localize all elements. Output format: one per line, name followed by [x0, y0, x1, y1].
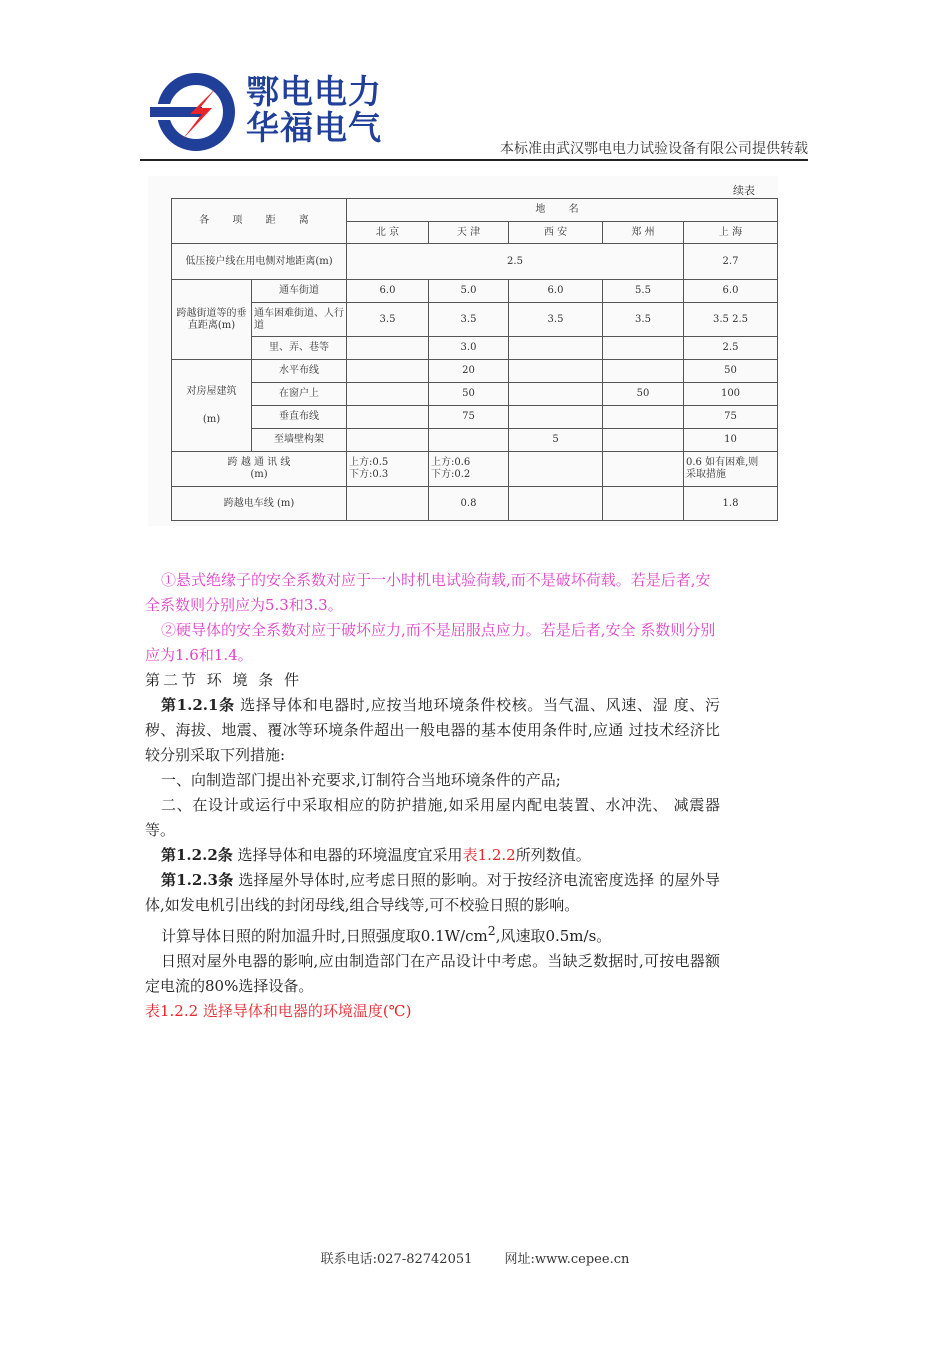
table-cell	[347, 429, 429, 452]
paragraph-sun: 日照对屋外电器的影响,应由制造部门在产品设计中考虑。当缺乏数据时,可按电器额定电流的80%选择设备。	[145, 952, 720, 995]
table-cell: 5.0	[429, 280, 509, 303]
note-2: ②硬导体的安全系数对应于破坏应力,而不是屈服点应力。若是后者,安全 系数则分别应为1.6和1.4。	[145, 621, 716, 664]
city-tianjin: 天 津	[429, 222, 509, 244]
row-sublabel: 至墙壁构架	[252, 429, 347, 452]
footer-website: 网址:www.cepee.cn	[504, 1252, 630, 1267]
table-cell: 5.5	[603, 280, 684, 303]
table-cell	[509, 406, 603, 429]
distance-table-region	[148, 176, 778, 526]
row-label: 跨 越 通 讯 线 (m)	[172, 452, 347, 487]
table-cell: 50	[684, 360, 778, 383]
note-1: ①悬式绝缘子的安全系数对应于一小时机电试验荷载,而不是破坏荷载。若是后者,安全系数则分别应为5.3和3.3。	[145, 571, 711, 614]
table-cell: 50	[429, 383, 509, 406]
header-note: 本标准由武汉鄂电电力试验设备有限公司提供转载	[500, 141, 808, 157]
table-cell: 100	[684, 383, 778, 406]
page-footer	[0, 1248, 950, 1267]
table-cell	[603, 487, 684, 521]
table-cell	[603, 452, 684, 487]
paragraph-calc: 计算导体日照的附加温升时,日照强度取$0.1W/cm^2$,风速取0.5m/s。	[161, 923, 612, 945]
section-title: 第二节 环 境 条 件	[145, 671, 303, 689]
table-cell: 0.6 如有困难,则 采取措施	[684, 452, 778, 487]
row-label: 跨越电车线 (m)	[172, 487, 347, 521]
table-cell: 3.5 2.5	[684, 303, 778, 337]
city-shanghai: 上 海	[684, 222, 778, 244]
page-header	[140, 68, 808, 162]
article-1-2-1: 第1.2.1条 选择导体和电器时,应按当地环境条件校核。当气温、风速、湿 度、污秽、海拔、地震、覆冰等环境条件超出一般电器的基本使用条件时,应通 过技术经济比较分别采取下列措施:	[145, 696, 720, 764]
company-logo-icon	[146, 68, 246, 156]
table-cell: 6.0	[684, 280, 778, 303]
table-cell: 50	[603, 383, 684, 406]
table-cell	[603, 406, 684, 429]
table-notes	[145, 568, 720, 668]
table-cell	[347, 406, 429, 429]
city-xian: 西 安	[509, 222, 603, 244]
table-cell: 1.8	[684, 487, 778, 521]
table-cell: 75	[429, 406, 509, 429]
table-cell	[509, 360, 603, 383]
table-cell: 75	[684, 406, 778, 429]
table-cell	[509, 337, 603, 360]
table-cell: 3.5	[429, 303, 509, 337]
table-cell: 20	[429, 360, 509, 383]
measure-item-1: 一、向制造部门提出补充要求,订制符合当地环境条件的产品;	[161, 771, 561, 789]
city-zhengzhou: 郑 州	[603, 222, 684, 244]
row-group-label: 跨越街道等的垂直距离(m)	[172, 280, 252, 360]
footer-phone: 联系电话:027-82742051	[320, 1252, 473, 1267]
table-cell: 2.5	[347, 244, 684, 280]
table-cell: 10	[684, 429, 778, 452]
row-sublabel: 通车街道	[252, 280, 347, 303]
table-cell: 0.8	[429, 487, 509, 521]
table-cell	[347, 487, 429, 521]
article-1-2-2: 第1.2.2条 选择导体和电器的环境温度宜采用表1.2.2所列数值。	[161, 846, 591, 864]
table-cell: 5	[509, 429, 603, 452]
table-cell	[347, 360, 429, 383]
table-cell	[603, 337, 684, 360]
header-region: 地 名	[347, 199, 778, 222]
city-beijing: 北 京	[347, 222, 429, 244]
article-1-2-3: 第1.2.3条 选择屋外导体时,应考虑日照的影响。对于按经济电流密度选择 的屋外导体,如发电机引出线的封闭母线,组合导线等,可不校验日照的影响。	[145, 871, 720, 914]
table-reference-link[interactable]: 表1.2.2	[462, 846, 516, 864]
table-cell: 6.0	[509, 280, 603, 303]
row-sublabel: 水平布线	[252, 360, 347, 383]
row-sublabel: 通车困难街道、人行道	[252, 303, 347, 337]
table-cell	[509, 452, 603, 487]
table-cell	[603, 429, 684, 452]
logo-text: 鄂电电力 华福电气	[246, 72, 382, 147]
table-cell: 上方:0.5 下方:0.3	[347, 452, 429, 487]
table-cell	[509, 487, 603, 521]
measure-item-2: 二、在设计或运行中采取相应的防护措施,如采用屋内配电装置、水冲洗、 减震器等。	[145, 796, 720, 839]
row-sublabel: 里、弄、巷等	[252, 337, 347, 360]
table-caption: 表1.2.2 选择导体和电器的环境温度(℃)	[145, 1002, 412, 1020]
table-continued-label: 续表	[733, 184, 755, 197]
row-group-label: 对房屋建筑 (m)	[172, 360, 252, 452]
table-cell: 2.7	[684, 244, 778, 280]
table-cell: 上方:0.6 下方:0.2	[429, 452, 509, 487]
table-cell	[509, 383, 603, 406]
row-sublabel: 垂直布线	[252, 406, 347, 429]
table-cell	[603, 360, 684, 383]
table-cell: 3.0	[429, 337, 509, 360]
section-body	[145, 668, 720, 1024]
row-label: 低压接户线在用电侧对地距离(m)	[172, 244, 347, 280]
table-cell	[429, 429, 509, 452]
header-item: 各 项 距 离	[172, 199, 347, 244]
header-divider	[140, 159, 808, 161]
table-cell: 6.0	[347, 280, 429, 303]
row-sublabel: 在窗户上	[252, 383, 347, 406]
table-cell: 3.5	[509, 303, 603, 337]
table-cell: 2.5	[684, 337, 778, 360]
table-cell	[347, 383, 429, 406]
table-cell: 3.5	[603, 303, 684, 337]
distance-table	[171, 198, 778, 521]
table-cell	[347, 337, 429, 360]
table-cell: 3.5	[347, 303, 429, 337]
